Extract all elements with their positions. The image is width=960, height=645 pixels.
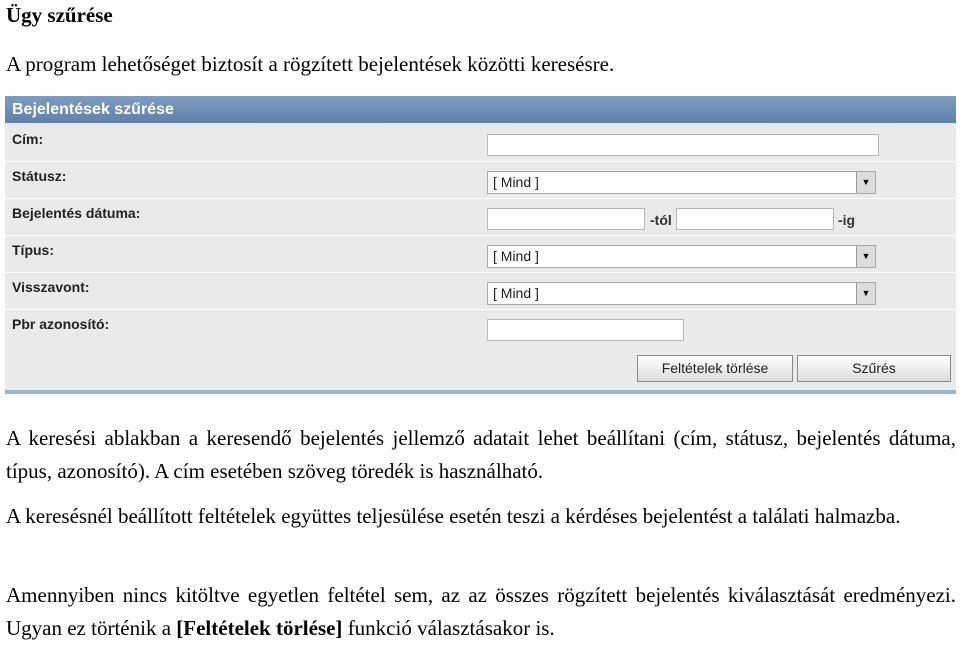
- tipus-label: Típus:: [12, 242, 54, 258]
- date-from-suffix: -tól: [650, 212, 672, 228]
- row-tipus: [5, 236, 956, 273]
- date-to-suffix: -ig: [838, 212, 856, 228]
- row-cim: [5, 125, 956, 162]
- paragraph-3-end: funkció választásakor is.: [342, 616, 555, 640]
- visszavont-select[interactable]: [487, 282, 876, 305]
- filter-panel-title: Bejelentések szűrése: [5, 96, 956, 123]
- page-heading: Ügy szűrése: [6, 3, 113, 27]
- date-from-input[interactable]: [487, 208, 645, 230]
- row-status: [5, 162, 956, 199]
- cim-input[interactable]: [487, 134, 879, 156]
- paragraph-3: [6, 579, 956, 645]
- chevron-down-icon[interactable]: ▼: [856, 172, 875, 193]
- tipus-select[interactable]: [487, 245, 876, 268]
- clear-filters-reference: [Feltételek törlése]: [176, 616, 343, 640]
- chevron-down-icon[interactable]: ▼: [856, 246, 875, 267]
- cim-label: Cím:: [12, 131, 44, 147]
- visszavont-label: Visszavont:: [12, 279, 90, 295]
- date-to-input[interactable]: [676, 208, 834, 230]
- paragraph-3-text: Amennyiben nincs kitöltve egyetlen feltétel sem, az az összes rögzített bejelentés kiválasztását eredményezi. Ugyan ez történik a: [6, 583, 956, 640]
- row-visszavont: [5, 273, 956, 310]
- status-label: Státusz:: [12, 168, 67, 184]
- tipus-selected-value: [ Mind ]: [493, 248, 539, 264]
- status-select[interactable]: [487, 171, 876, 194]
- chevron-down-icon[interactable]: ▼: [856, 283, 875, 304]
- filter-button[interactable]: Szűrés: [797, 355, 951, 382]
- row-pbr: [5, 310, 956, 346]
- visszavont-selected-value: [ Mind ]: [493, 285, 539, 301]
- row-datum: [5, 199, 956, 236]
- pbr-label: Pbr azonosító:: [12, 316, 110, 332]
- filter-panel: [5, 96, 956, 394]
- paragraph-1: A keresési ablakban a keresendő bejelentés jellemző adatait lehet beállítani (cím, státusz, bejelentés dátuma, típus, azonosító). A cím esetében szöveg töredék is használható.: [6, 426, 956, 483]
- intro-text: A program lehetőséget biztosít a rögzített bejelentések közötti keresésre.: [6, 52, 615, 76]
- datum-label: Bejelentés dátuma:: [12, 205, 141, 221]
- status-selected-value: [ Mind ]: [493, 174, 539, 190]
- clear-filters-button[interactable]: Feltételek törlése: [637, 355, 793, 382]
- pbr-input[interactable]: [487, 319, 684, 341]
- paragraph-2: A keresésnél beállított feltételek együttes teljesülése esetén teszi a kérdéses bejelentést a találati halmazba.: [6, 504, 901, 528]
